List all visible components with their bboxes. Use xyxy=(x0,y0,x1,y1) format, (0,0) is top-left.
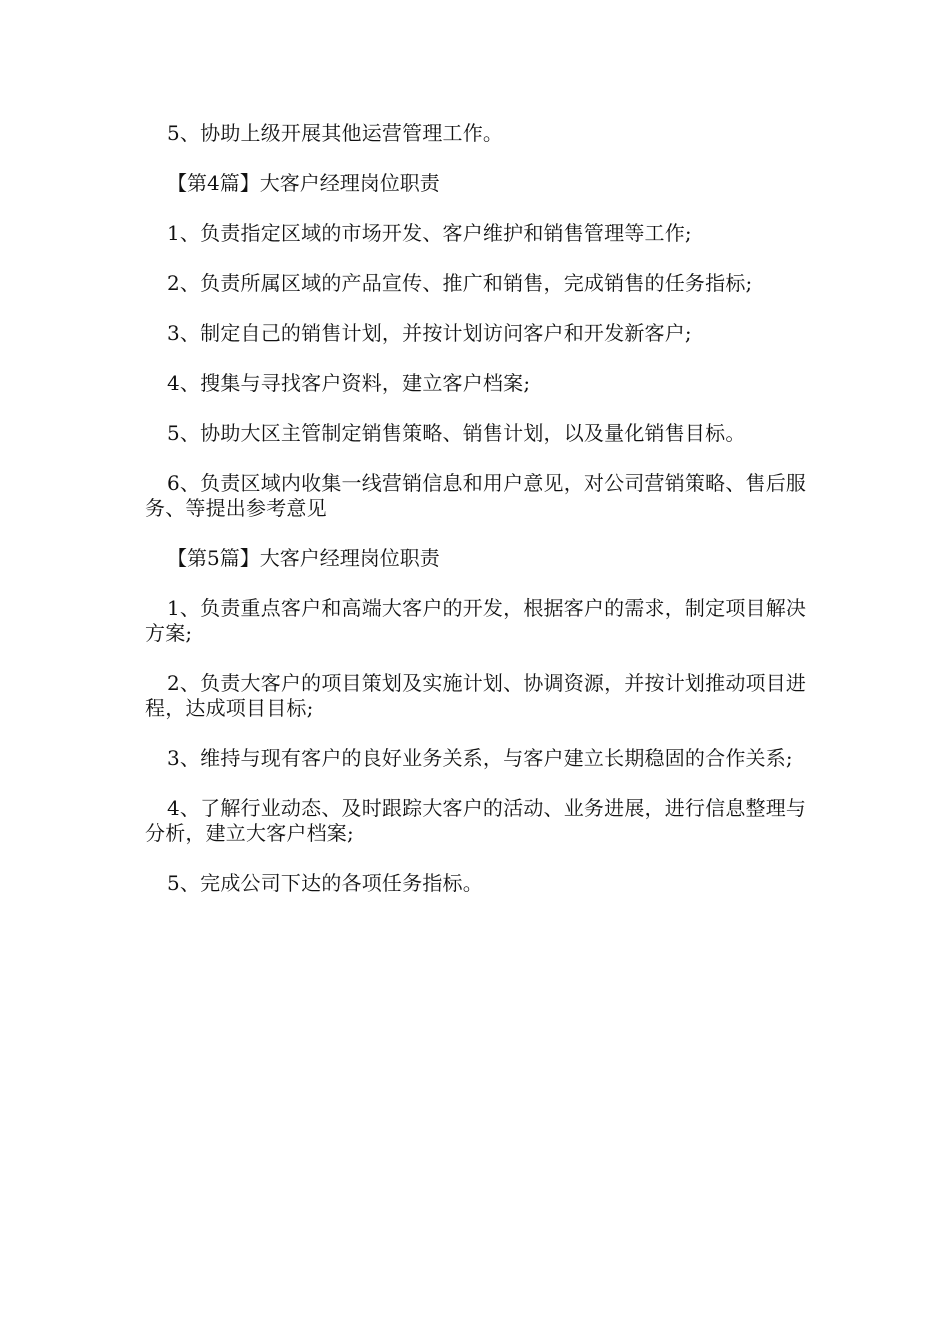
paragraph-item-5-prev: 5、协助上级开展其他运营管理工作。 xyxy=(167,121,504,145)
paragraph-item-3-s5: 3、维持与现有客户的良好业务关系，与客户建立长期稳固的合作关系; xyxy=(167,746,793,770)
paragraph-item-4: 4、搜集与寻找客户资料，建立客户档案; xyxy=(167,371,531,395)
paragraph-item-2: 2、负责所属区域的产品宣传、推广和销售，完成销售的任务指标; xyxy=(167,271,753,295)
paragraph-item-6: 6、负责区域内收集一线营销信息和用户意见，对公司营销策略、售后服务、等提出参考意见 xyxy=(145,471,807,520)
document-body xyxy=(145,121,815,921)
paragraph-item-1: 1、负责指定区域的市场开发、客户维护和销售管理等工作; xyxy=(167,221,692,245)
paragraph-item-2-s5: 2、负责大客户的项目策划及实施计划、协调资源，并按计划推动项目进程，达成项目目标; xyxy=(145,671,807,720)
paragraph-item-4-s5: 4、了解行业动态、及时跟踪大客户的活动、业务进展，进行信息整理与分析，建立大客户档案; xyxy=(145,796,807,845)
paragraph-item-1-s5: 1、负责重点客户和高端大客户的开发，根据客户的需求，制定项目解决方案; xyxy=(145,596,807,645)
paragraph-item-5: 5、协助大区主管制定销售策略、销售计划，以及量化销售目标。 xyxy=(167,421,746,445)
paragraph-item-3: 3、制定自己的销售计划，并按计划访问客户和开发新客户; xyxy=(167,321,692,345)
paragraph-item-5-s5: 5、完成公司下达的各项任务指标。 xyxy=(167,871,483,895)
section-heading-4: 【第4篇】大客户经理岗位职责 xyxy=(167,171,440,195)
section-heading-5: 【第5篇】大客户经理岗位职责 xyxy=(167,546,440,570)
